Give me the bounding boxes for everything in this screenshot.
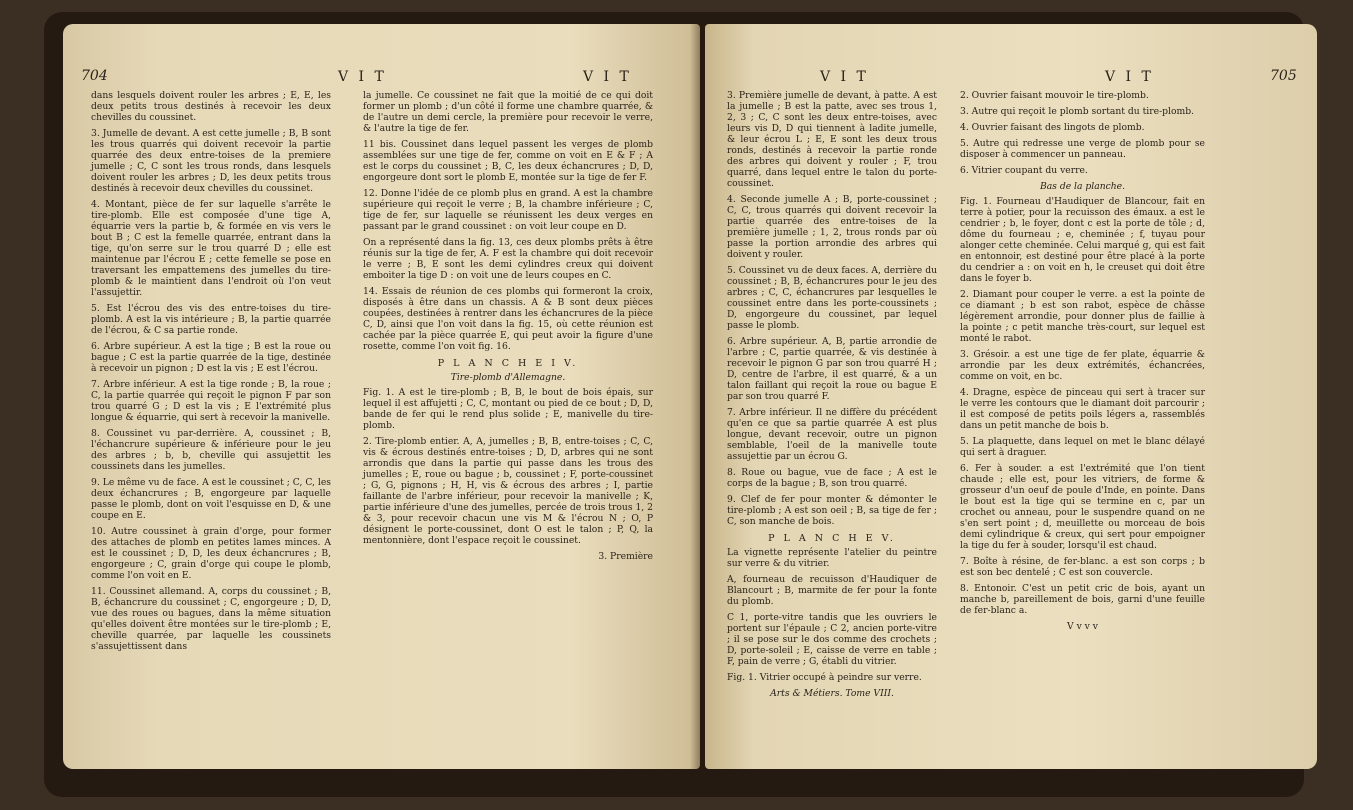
signature-mark: V v v v [1067,621,1098,632]
paragraph: C 1, porte-vitre tandis que les ouvriers le portent sur l'épaule ; C 2, ancien porte-vitre ; il se pose sur le dos comme des crochets ; D, porte-soleil ; E, caisse de verre en table ; F, pain de verre ; G, établi du vitrier. [727,612,937,667]
section-subtitle: Bas de la planche. [1039,181,1126,192]
left-column-1 [91,90,331,657]
paragraph: 4. Seconde jumelle A ; B, porte-coussinet ; C, C, trous quarrés qui doivent recevoir la partie quarrée des entre-toises de la première jumelle ; 1, 2, trous ronds par où passe la portion arrondie des arbres qui doivent y rouler. [727,194,937,260]
paragraph: dans lesquels doivent rouler les arbres ; E, E, les deux petits trous destinés à recevoir les deux chevilles du coussinet. [91,90,331,123]
paragraph: 8. Entonoir. C'est un petit cric de bois, ayant un manche b, pareillement de bois, garni d'une feuille de fer-blanc a. [960,583,1205,616]
paragraph: 5. Coussinet vu de deux faces. A, derrière du coussinet ; B, B, échancrures pour le jeu des arbres ; C, C, échancrures par lesquelles le coussinet entre dans les porte-coussinets ; D, engorgeure du coussinet, par lequel passe le plomb. [727,265,937,331]
paragraph: 4. Montant, pièce de fer sur laquelle s'arrête le tire-plomb. Elle est composée d'une tige A, équarrie vers la partie b, & formée en vis vers le bout B ; C est la femelle quarrée, entrant dans la tige, qu'on serre sur le trou quarré D ; elle est maintenue par l'écrou E ; cette femelle se pose en traversant les empattemens des jumelles du tire-plomb & le maintient dans l'endroit où l'on veut l'assujettir. [91,199,331,298]
right-column-1 [727,90,937,699]
imprint: Arts & Métiers. Tome VIII. [770,688,894,699]
paragraph: 6. Arbre supérieur. A, B, partie arrondie de l'arbre ; C, partie quarrée, & vis destinée à recevoir le pignon G par son trou quarré H ; D, centre de l'arbre, il est quarré, & a un talon faillant qui reçoit la roue ou bague E par son trou quarré F. [727,336,937,402]
paragraph: 10. Autre coussinet à grain d'orge, pour former des attaches de plomb en petites lames minces. A est le coussinet ; D, D, les deux échancrures ; B, engorgeure ; C, grain d'orge qui coupe le plomb, comme l'on voit en E. [91,526,331,581]
paragraph: 8. Coussinet vu par-derrière. A, coussinet ; B, l'échancrure supérieure & inférieure pour le jeu des arbres ; b, b, cheville qui assujettit les coussinets dans les jumelles. [91,428,331,472]
paragraph: 2. Tire-plomb entier. A, A, jumelles ; B, B, entre-toises ; C, C, vis & écrous destinés entre-toises ; D, D, arbres qui ne sont arrondis que dans la partie qui passe dans les trous des jumelles ; E, roue ou bague ; b, coussinet ; F, porte-coussinet ; G, G, pignons ; H, H, vis & écrous des arbres ; I, partie faillante de l'arbre inférieur, pour recevoir la manivelle ; K, partie inférieure d'une des jumelles, percée de trois trous 1, 2 & 3, pour recevoir chacun une vis M & l'écrou N ; O, P désignent le porte-coussinet, dont O est le talon ; P, Q, la mentonnière, dont l'espace reçoit le coussinet. [363,436,653,546]
paragraph: 9. Clef de fer pour monter & démonter le tire-plomb ; A est son oeil ; B, sa tige de fer ; C, son manche de bois. [727,494,937,527]
paragraph: 4. Ouvrier faisant des lingots de plomb. [960,122,1145,133]
page-number: 705 [1270,68,1297,84]
paragraph: la jumelle. Ce coussinet ne fait que la moitié de ce qui doit former un plomb ; d'un côté il forme une chambre quarrée, & de l'autre un demi cercle, la première pour recevoir le verre, & l'autre la tige de fer. [363,90,653,134]
paragraph: 3. Autre qui reçoit le plomb sortant du tire-plomb. [960,106,1195,117]
paragraph: 5. Est l'écrou des vis des entre-toises du tire-plomb. A est la vis intérieure ; B, la partie quarrée de l'écrou, & C sa partie ronde. [91,303,331,336]
running-head: V I T [820,69,869,85]
plate-subtitle: Tire-plomb d'Allemagne. [450,372,566,383]
paragraph: Fig. 1. Vitrier occupé à peindre sur verre. [727,672,922,683]
paragraph: 11. Coussinet allemand. A, corps du coussinet ; B, B, échancrure du coussinet ; C, engorgeure ; D, D, vue des roues ou bagues, dans la même situation qu'elles doivent être montées sur le tire-plomb ; E, cheville quarrée, par laquelle les coussinets s'assujettissent dans [91,586,331,652]
running-head: V I T [338,69,387,85]
paragraph: Fig. 1. A est le tire-plomb ; B, B, le bout de bois épais, sur lequel il est affujetti ; C, C, montant ou pied de ce bout ; D, D, bande de fer qui le rend plus solide ; E, manivelle du tire-plomb. [363,387,653,431]
paragraph: 7. Arbre inférieur. Il ne diffère du précédent qu'en ce que sa partie quarrée A est plus longue, devant recevoir, outre un pignon semblable, l'oeil de la manivelle toute assujettie par un écrou G. [727,407,937,462]
paragraph: La vignette représente l'atelier du peintre sur verre & du vitrier. [727,547,937,569]
paragraph: Fig. 1. Fourneau d'Haudiquer de Blancour, fait en terre à potier, pour la recuisson des émaux. a est le cendrier ; b, le foyer, dont c est la porte de tôle ; d, dôme du fourneau ; e, cheminée ; f, tuyau pour alonger cette cheminée. Celui marqué g, qui est fait en entonnoir, est destiné pour être placé à la porte du cendrier a : on voit en h, le creuset qui doit être dans le foyer b. [960,196,1205,284]
page-number: 704 [81,68,108,84]
running-head: V I T [583,69,632,85]
paragraph: 7. Arbre inférieur. A est la tige ronde ; B, la roue ; C, la partie quarrée qui reçoit le pignon F par son trou quarré G ; D est la vis ; E l'extrémité plus longue & équarrie, qui sert à recevoir la manivelle. [91,379,331,423]
paragraph: 6. Vitrier coupant du verre. [960,165,1088,176]
plate-title: P L A N C H E I V. [437,358,579,369]
right-column-2 [960,90,1205,632]
paragraph: 3. Jumelle de devant. A est cette jumelle ; B, B sont les trous quarrés qui doivent recevoir la partie quarrée des deux entre-toises de la premiere jumelle ; C, C sont les trous ronds, dans lesquels doivent rouler les arbres ; D, les deux petits trous destinés à recevoir deux chevilles du coussinet. [91,128,331,194]
running-head: V I T [1105,69,1154,85]
right-page [705,24,1317,769]
paragraph: 5. Autre qui redresse une verge de plomb pour se disposer à commencer un panneau. [960,138,1205,160]
paragraph: 7. Boîte à résine, de fer-blanc. a est son corps ; b est son bec dentelé ; C est son couvercle. [960,556,1205,578]
paragraph: 2. Ouvrier faisant mouvoir le tire-plomb. [960,90,1149,101]
left-column-2 [363,90,653,562]
paragraph: 11 bis. Coussinet dans lequel passent les verges de plomb assemblées sur une tige de fer, comme on voit en E & F ; A est le corps du coussinet ; B, C, les deux échancrures ; D, D, engorgeure dont sort le plomb E, montée sur la tige de fer F. [363,139,653,183]
paragraph: 3. Grésoir. a est une tige de fer plate, équarrie & arrondie par les deux extrémités, échancrées, comme on voit, en bc. [960,349,1205,382]
paragraph: A, fourneau de recuisson d'Haudiquer de Blancourt ; B, marmite de fer pour la fonte du plomb. [727,574,937,607]
paragraph: 5. La plaquette, dans lequel on met le blanc délayé qui sert à draguer. [960,436,1205,458]
catchword: 3. Première [598,551,653,562]
paragraph: 3. Première jumelle de devant, à patte. A est la jumelle ; B est la patte, avec ses trous 1, 2, 3 ; C, C sont les deux entre-toises, avec leurs vis D, D qui tiennent à ladite jumelle, & leur écrou L ; E, E sont les deux trous ronds, destinés à recevoir la partie ronde des arbres qui doivent y rouler ; F, trou quarré, dans lequel entre le talon du porte-coussinet. [727,90,937,189]
paragraph: 8. Roue ou bague, vue de face ; A est le corps de la bague ; B, son trou quarré. [727,467,937,489]
paragraph: 6. Arbre supérieur. A est la tige ; B est la roue ou bague ; C est la partie quarrée de la tige, destinée à recevoir un pignon ; D est la vis ; E est l'écrou. [91,341,331,374]
plate-title: P L A N C H E V. [768,533,896,544]
left-page [63,24,700,769]
paragraph: 6. Fer à souder. a est l'extrémité que l'on tient chaude ; elle est, pour les vitriers, de forme & grosseur d'un oeuf de poule d'Inde, en pointe. Dans le bout est la tige qui se termine en c, par un crochet ou anneau, pour le suspendre quand on ne s'en sert point ; d, meuillette ou morceau de bois demi cylindrique & creux, qui sert pour empoigner la tige du fer à souder, lorsqu'il est chaud. [960,463,1205,551]
paragraph: 9. Le même vu de face. A est le coussinet ; C, C, les deux échancrures ; B, engorgeure par laquelle passe le plomb, dont on voit l'esquisse en D, & une coupe en E. [91,477,331,521]
paragraph: 2. Diamant pour couper le verre. a est la pointe de ce diamant ; b est son rabot, espèce de châsse légèrement arrondie, pour donner plus de faillie à la pointe ; c petit manche très-court, sur lequel est monté le rabot. [960,289,1205,344]
paragraph: 4. Dragne, espèce de pinceau qui sert à tracer sur le verre les contours que le diamant doit parcourir ; il est composé de petits poils légers a, rassemblés dans un petit manche de bois b. [960,387,1205,431]
paragraph: On a représenté dans la fig. 13, ces deux plombs prêts à être réunis sur la tige de fer, A. F est la chambre qui doit recevoir le verre ; B, E sont les demi cylindres creux qui doivent emboiter la tige D : on voit une de leurs coupes en C. [363,237,653,281]
paragraph: 12. Donne l'idée de ce plomb plus en grand. A est la chambre supérieure qui reçoit le verre ; B, la chambre inférieure ; C, tige de fer, sur laquelle se réunissent les deux verges en passant par le grand coussinet : on voit leur coupe en D. [363,188,653,232]
paragraph: 14. Essais de réunion de ces plombs qui formeront la croix, disposés à être dans un chassis. A & B sont deux pièces coupées, destinées à rentrer dans les échancrures de la pièce C, D, ainsi que l'on voit dans la fig. 15, où cette réunion est cachée par la pièce quarrée E, qui peut avoir la figure d'une rosette, comme l'on voit fig. 16. [363,286,653,352]
